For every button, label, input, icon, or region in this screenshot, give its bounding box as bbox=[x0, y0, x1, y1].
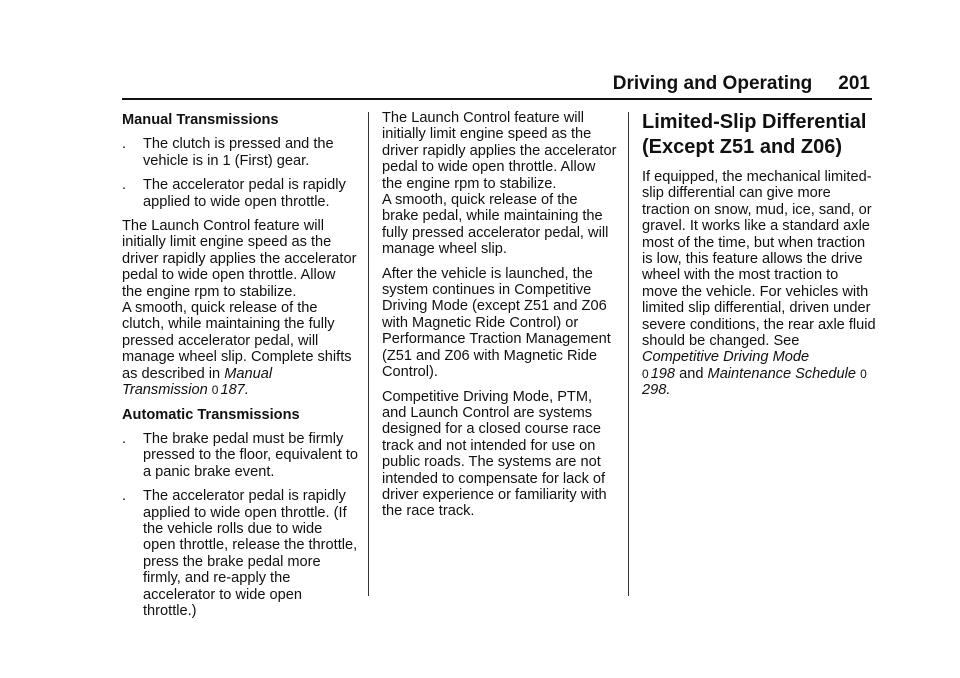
manual-transmissions-heading: Manual Transmissions bbox=[122, 112, 279, 128]
paragraph-text: The Launch Control feature will initially limit engine speed as the driver rapidly applies the accelerator pedal to wide open throttle. Allow the engine rpm to stabilize. bbox=[382, 110, 617, 192]
xref-link-maintenance-schedule[interactable]: Maintenance Schedule bbox=[707, 365, 857, 382]
bullet-text: The accelerator pedal is rapidly applied to wide open throttle. bbox=[143, 177, 346, 210]
column-2 bbox=[382, 110, 618, 528]
page-number: 201 bbox=[838, 73, 870, 94]
page-reference-icon: 0 bbox=[642, 366, 649, 381]
bullet-mark: . bbox=[122, 430, 127, 447]
page-reference-icon: 0 bbox=[211, 383, 219, 398]
section-title: Driving and Operating bbox=[612, 73, 813, 94]
bullet-item bbox=[122, 431, 358, 480]
bullet-mark: . bbox=[122, 177, 127, 194]
paragraph bbox=[642, 169, 878, 399]
paragraph-text: A smooth, quick release of the brake pedal, while maintaining the fully pressed accelerator pedal, will manage wheel slip. bbox=[382, 192, 609, 258]
automatic-transmissions-heading: Automatic Transmissions bbox=[122, 406, 300, 423]
bullet-item bbox=[122, 136, 358, 169]
bullet-item bbox=[122, 488, 358, 619]
bullet-text: The clutch is pressed and the vehicle is in 1 (First) gear. bbox=[143, 136, 334, 169]
paragraph: After the vehicle is launched, the system continues in Competitive Driving Mode (except Z51 and Z06 with Magnetic Ride Control) or Performance Traction Management (Z51 and Z06 with Magnetic Ride Control). bbox=[382, 265, 611, 381]
paragraph bbox=[122, 218, 358, 398]
page-header bbox=[600, 71, 870, 97]
xref-link-competitive-driving-mode[interactable]: Competitive Driving Mode bbox=[642, 349, 810, 366]
bullet-text: The accelerator pedal is rapidly applied to wide open throttle. (If the vehicle rolls due to wide open throttle, release the throttle, press the brake pedal more firmly, and re-apply the accelerator to wide open throttle.) bbox=[143, 488, 358, 619]
bullet-mark: . bbox=[122, 136, 127, 153]
limited-slip-differential-heading: Limited-Slip Differential (Except Z51 and Z06) bbox=[642, 111, 867, 158]
column-divider-2 bbox=[628, 112, 629, 596]
paragraph: Competitive Driving Mode, PTM, and Launch Control are systems designed for a closed course race track and not intended for use on public roads. The systems are not intended to compensate for lack of driver experience or familiarity with the race track. bbox=[382, 388, 607, 520]
paragraph bbox=[382, 110, 618, 258]
period: . bbox=[666, 382, 671, 399]
column-1 bbox=[122, 112, 358, 627]
bullet-mark: . bbox=[122, 488, 127, 505]
and-text: and bbox=[679, 365, 704, 382]
paragraph-text: A smooth, quick release of the clutch, while maintaining the fully pressed accelerator pedal, will manage wheel slip. Complete shifts as described in bbox=[122, 300, 352, 382]
column-3 bbox=[642, 110, 878, 407]
column-divider-1 bbox=[368, 112, 369, 596]
xref-page-198[interactable]: 198 bbox=[650, 365, 676, 382]
bullet-text: The brake pedal must be firmly pressed to the floor, equivalent to a panic brake event. bbox=[143, 430, 358, 480]
header-rule bbox=[122, 98, 872, 100]
bullet-item bbox=[122, 177, 358, 210]
period: . bbox=[244, 382, 249, 399]
page-reference-icon: 0 bbox=[860, 366, 867, 381]
paragraph-text: The Launch Control feature will initially limit engine speed as the driver rapidly applies the accelerator pedal to wide open throttle. Allow the engine rpm to stabilize. bbox=[122, 218, 357, 300]
xref-page-187[interactable]: 187 bbox=[220, 382, 245, 399]
xref-link-manual-transmission[interactable]: Manual Transmission bbox=[122, 365, 273, 399]
xref-page-298[interactable]: 298 bbox=[642, 382, 667, 399]
paragraph-text: If equipped, the mechanical limited-slip differential can give more traction on snow, mud, ice, sand, or gravel. It works like a standard axle most of the time, but when traction is low, this feature allows the drive wheel with the most traction to move the vehicle. For vehicles with limited slip differential, driven under severe conditions, the rear axle fluid should be changed. See bbox=[642, 169, 876, 350]
